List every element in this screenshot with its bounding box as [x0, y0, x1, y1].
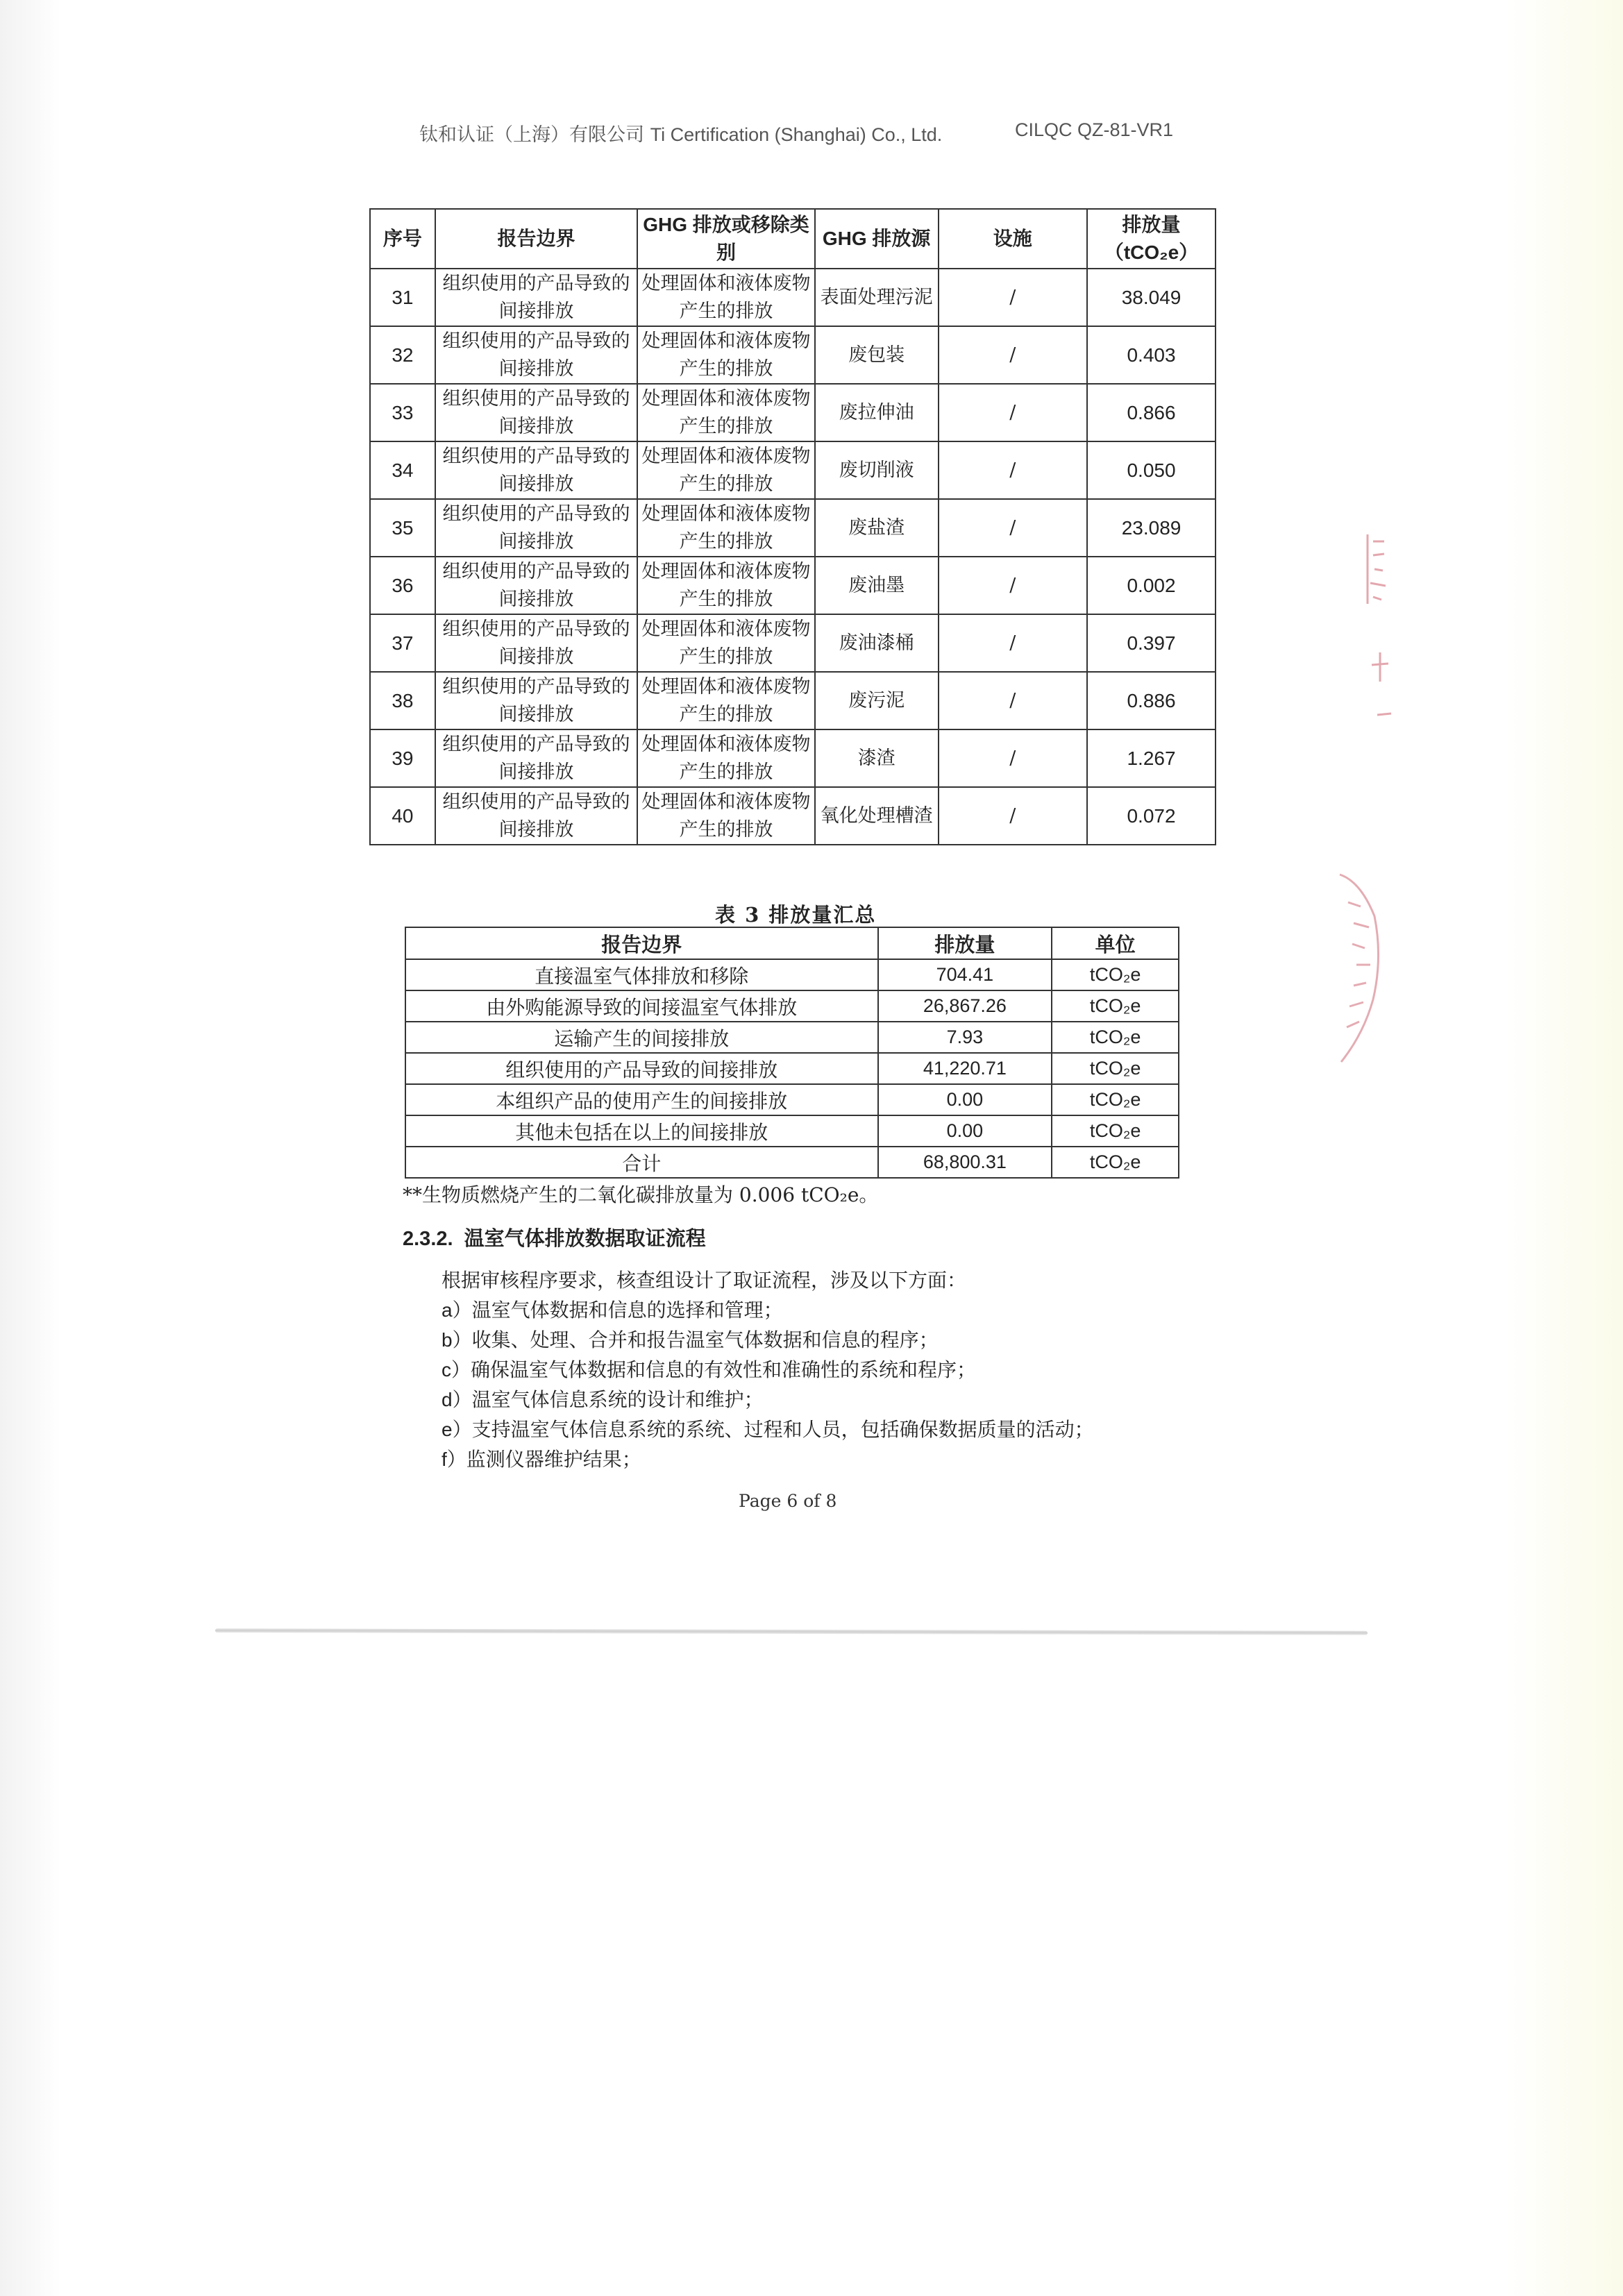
row-facility: /: [939, 499, 1088, 557]
row-boundary: 组织使用的产品导致的间接排放: [435, 326, 637, 384]
row-amount: 1.267: [1087, 729, 1216, 787]
row-category: 处理固体和液体废物产生的排放: [637, 614, 815, 672]
list-item: [442, 1415, 1094, 1444]
header-unit: 单位: [1052, 927, 1179, 959]
row-amount: 0.403: [1087, 326, 1216, 384]
list-marker: b）: [442, 1329, 472, 1351]
row-facility: /: [939, 729, 1088, 787]
row-category: 处理固体和液体废物产生的排放: [637, 557, 815, 614]
table-row: [405, 1053, 1179, 1084]
row-unit: tCO₂e: [1052, 959, 1179, 990]
seal-stroke: [1377, 714, 1391, 715]
table-header-row: [405, 927, 1179, 959]
row-boundary: 组织使用的产品导致的间接排放: [435, 499, 637, 557]
row-number: 31: [370, 269, 435, 326]
scan-fold-line: [215, 1628, 1368, 1635]
row-amount: 0.00: [878, 1084, 1052, 1115]
list-item: [442, 1325, 1094, 1355]
emission-sources-table: [369, 208, 1216, 845]
list-text: 温室气体数据和信息的选择和管理；: [471, 1299, 783, 1322]
seal-ring-arc: [1340, 875, 1379, 1062]
header-amount-unit: （tCO₂e）: [1104, 242, 1199, 263]
page-number: Page 6 of 8: [739, 1491, 837, 1511]
row-source: 氧化处理槽渣: [815, 787, 939, 845]
row-number: 33: [370, 384, 435, 441]
section-intro: 根据审核程序要求，核查组设计了取证流程，涉及以下方面：: [442, 1269, 967, 1292]
row-boundary: 组织使用的产品导致的间接排放: [435, 441, 637, 499]
header-amount: [1087, 209, 1216, 269]
row-amount: 0.866: [1087, 384, 1216, 441]
row-source: 表面处理污泥: [815, 269, 939, 326]
row-boundary: 组织使用的产品导致的间接排放: [405, 1053, 878, 1084]
page-edge-left: [0, 0, 61, 2296]
table-row: [370, 614, 1216, 672]
table-row: [370, 787, 1216, 845]
list-text: 监测仪器维护结果；: [466, 1448, 641, 1471]
row-source: 漆渣: [815, 729, 939, 787]
row-facility: /: [939, 326, 1088, 384]
row-amount: 0.002: [1087, 557, 1216, 614]
row-source: 废切削液: [815, 441, 939, 499]
table-row: [405, 959, 1179, 990]
row-source: 废油墨: [815, 557, 939, 614]
row-facility: /: [939, 384, 1088, 441]
row-amount: 26,867.26: [878, 990, 1052, 1022]
table-row: [370, 384, 1216, 441]
row-boundary: 由外购能源导致的间接温室气体排放: [405, 990, 878, 1022]
row-facility: /: [939, 787, 1088, 845]
row-category: 处理固体和液体废物产生的排放: [637, 441, 815, 499]
page-edge-right: [1506, 0, 1623, 2296]
row-number: 40: [370, 787, 435, 845]
row-category: 处理固体和液体废物产生的排放: [637, 269, 815, 326]
header-boundary: 报告边界: [405, 927, 878, 959]
table-row: [405, 1022, 1179, 1053]
table-row: [370, 441, 1216, 499]
row-boundary: 组织使用的产品导致的间接排放: [435, 729, 637, 787]
header-boundary: 报告边界: [435, 209, 637, 269]
list-item: [442, 1355, 1094, 1385]
list-item: [442, 1385, 1094, 1415]
table-header-row: [370, 209, 1216, 269]
company-name-cn: 钛和认证（上海）有限公司: [419, 124, 644, 146]
row-source: 废盐渣: [815, 499, 939, 557]
row-boundary: 组织使用的产品导致的间接排放: [435, 384, 637, 441]
row-facility: /: [939, 269, 1088, 326]
list-text: 温室气体信息系统的设计和维护；: [471, 1388, 764, 1411]
list-text: 支持温室气体信息系统的系统、过程和人员，包括确保数据质量的活动；: [471, 1418, 1094, 1441]
row-category: 处理固体和液体废物产生的排放: [637, 787, 815, 845]
section-title: 温室气体排放数据取证流程: [464, 1226, 706, 1250]
row-source: 废拉伸油: [815, 384, 939, 441]
row-number: 38: [370, 672, 435, 729]
row-boundary: 直接温室气体排放和移除: [405, 959, 878, 990]
list-item: [442, 1444, 1094, 1474]
table-row: [370, 326, 1216, 384]
row-unit: tCO₂e: [1052, 1053, 1179, 1084]
header-facility: 设施: [939, 209, 1088, 269]
row-amount: 0.072: [1087, 787, 1216, 845]
row-boundary: 组织使用的产品导致的间接排放: [435, 269, 637, 326]
header-no: 序号: [370, 209, 435, 269]
row-amount: 0.050: [1087, 441, 1216, 499]
list-text: 确保温室气体数据和信息的有效性和准确性的系统和程序；: [471, 1358, 977, 1381]
row-amount: 0.397: [1087, 614, 1216, 672]
row-unit: tCO₂e: [1052, 1084, 1179, 1115]
emission-summary-table: [405, 927, 1179, 1179]
row-boundary: 合计: [405, 1147, 878, 1178]
evidence-list: [442, 1295, 1094, 1474]
row-boundary: 组织使用的产品导致的间接排放: [435, 787, 637, 845]
row-category: 处理固体和液体废物产生的排放: [637, 384, 815, 441]
list-item: [442, 1295, 1094, 1325]
row-amount: 41,220.71: [878, 1053, 1052, 1084]
row-number: 37: [370, 614, 435, 672]
list-marker: c）: [442, 1359, 471, 1381]
row-unit: tCO₂e: [1052, 1022, 1179, 1053]
section-heading: [403, 1223, 706, 1251]
row-boundary: 组织使用的产品导致的间接排放: [435, 557, 637, 614]
row-facility: /: [939, 614, 1088, 672]
row-category: 处理固体和液体废物产生的排放: [637, 326, 815, 384]
row-number: 32: [370, 326, 435, 384]
row-number: 35: [370, 499, 435, 557]
row-unit: tCO₂e: [1052, 990, 1179, 1022]
table-row: [405, 1084, 1179, 1115]
row-boundary: 组织使用的产品导致的间接排放: [435, 614, 637, 672]
list-text: 收集、处理、合并和报告温室气体数据和信息的程序；: [471, 1328, 939, 1351]
list-marker: a）: [442, 1299, 472, 1321]
table-row: [370, 499, 1216, 557]
table-row: [370, 729, 1216, 787]
row-amount: 38.049: [1087, 269, 1216, 326]
row-boundary: 本组织产品的使用产生的间接排放: [405, 1084, 878, 1115]
summary-table-caption: 表 3 排放量汇总: [715, 903, 877, 927]
list-marker: f）: [442, 1449, 466, 1470]
header-amount: 排放量: [878, 927, 1052, 959]
row-boundary: 运输产生的间接排放: [405, 1022, 878, 1053]
row-source: 废油漆桶: [815, 614, 939, 672]
row-number: 39: [370, 729, 435, 787]
row-unit: tCO₂e: [1052, 1147, 1179, 1178]
table-row: [405, 1115, 1179, 1147]
row-boundary: 组织使用的产品导致的间接排放: [435, 672, 637, 729]
row-amount: 7.93: [878, 1022, 1052, 1053]
table-row: [405, 990, 1179, 1022]
row-facility: /: [939, 441, 1088, 499]
row-category: 处理固体和液体废物产生的排放: [637, 499, 815, 557]
seal-stroke: [1347, 902, 1370, 1027]
seal-stroke: [1372, 652, 1388, 682]
row-amount: 0.00: [878, 1115, 1052, 1147]
seal-stamp-fragment-bottom: [1333, 861, 1388, 1069]
document-code: CILQC QZ-81-VR1: [1015, 119, 1174, 140]
company-header: [419, 119, 942, 146]
row-amount: 704.41: [878, 959, 1052, 990]
row-number: 34: [370, 441, 435, 499]
row-source: 废包装: [815, 326, 939, 384]
row-category: 处理固体和液体废物产生的排放: [637, 729, 815, 787]
list-marker: d）: [442, 1389, 472, 1410]
seal-stamp-fragment-top: [1354, 527, 1395, 763]
row-number: 36: [370, 557, 435, 614]
seal-stroke: [1368, 534, 1386, 604]
biomass-footnote: **生物质燃烧产生的二氧化碳排放量为 0.006 tCO₂e。: [403, 1183, 879, 1206]
row-facility: /: [939, 557, 1088, 614]
row-amount: 0.886: [1087, 672, 1216, 729]
table-row: [370, 557, 1216, 614]
header-amount-label: 排放量: [1122, 213, 1181, 236]
row-category: 处理固体和液体废物产生的排放: [637, 672, 815, 729]
table-row: [370, 269, 1216, 326]
row-boundary: 其他未包括在以上的间接排放: [405, 1115, 878, 1147]
row-source: 废污泥: [815, 672, 939, 729]
table-row: [405, 1147, 1179, 1178]
company-name-en: Ti Certification (Shanghai) Co., Ltd.: [650, 124, 943, 145]
section-number: 2.3.2.: [403, 1228, 453, 1250]
list-marker: e）: [442, 1419, 472, 1440]
row-unit: tCO₂e: [1052, 1115, 1179, 1147]
row-facility: /: [939, 672, 1088, 729]
header-category: GHG 排放或移除类别: [637, 209, 815, 269]
row-amount: 68,800.31: [878, 1147, 1052, 1178]
table-row: [370, 672, 1216, 729]
row-amount: 23.089: [1087, 499, 1216, 557]
header-source: GHG 排放源: [815, 209, 939, 269]
